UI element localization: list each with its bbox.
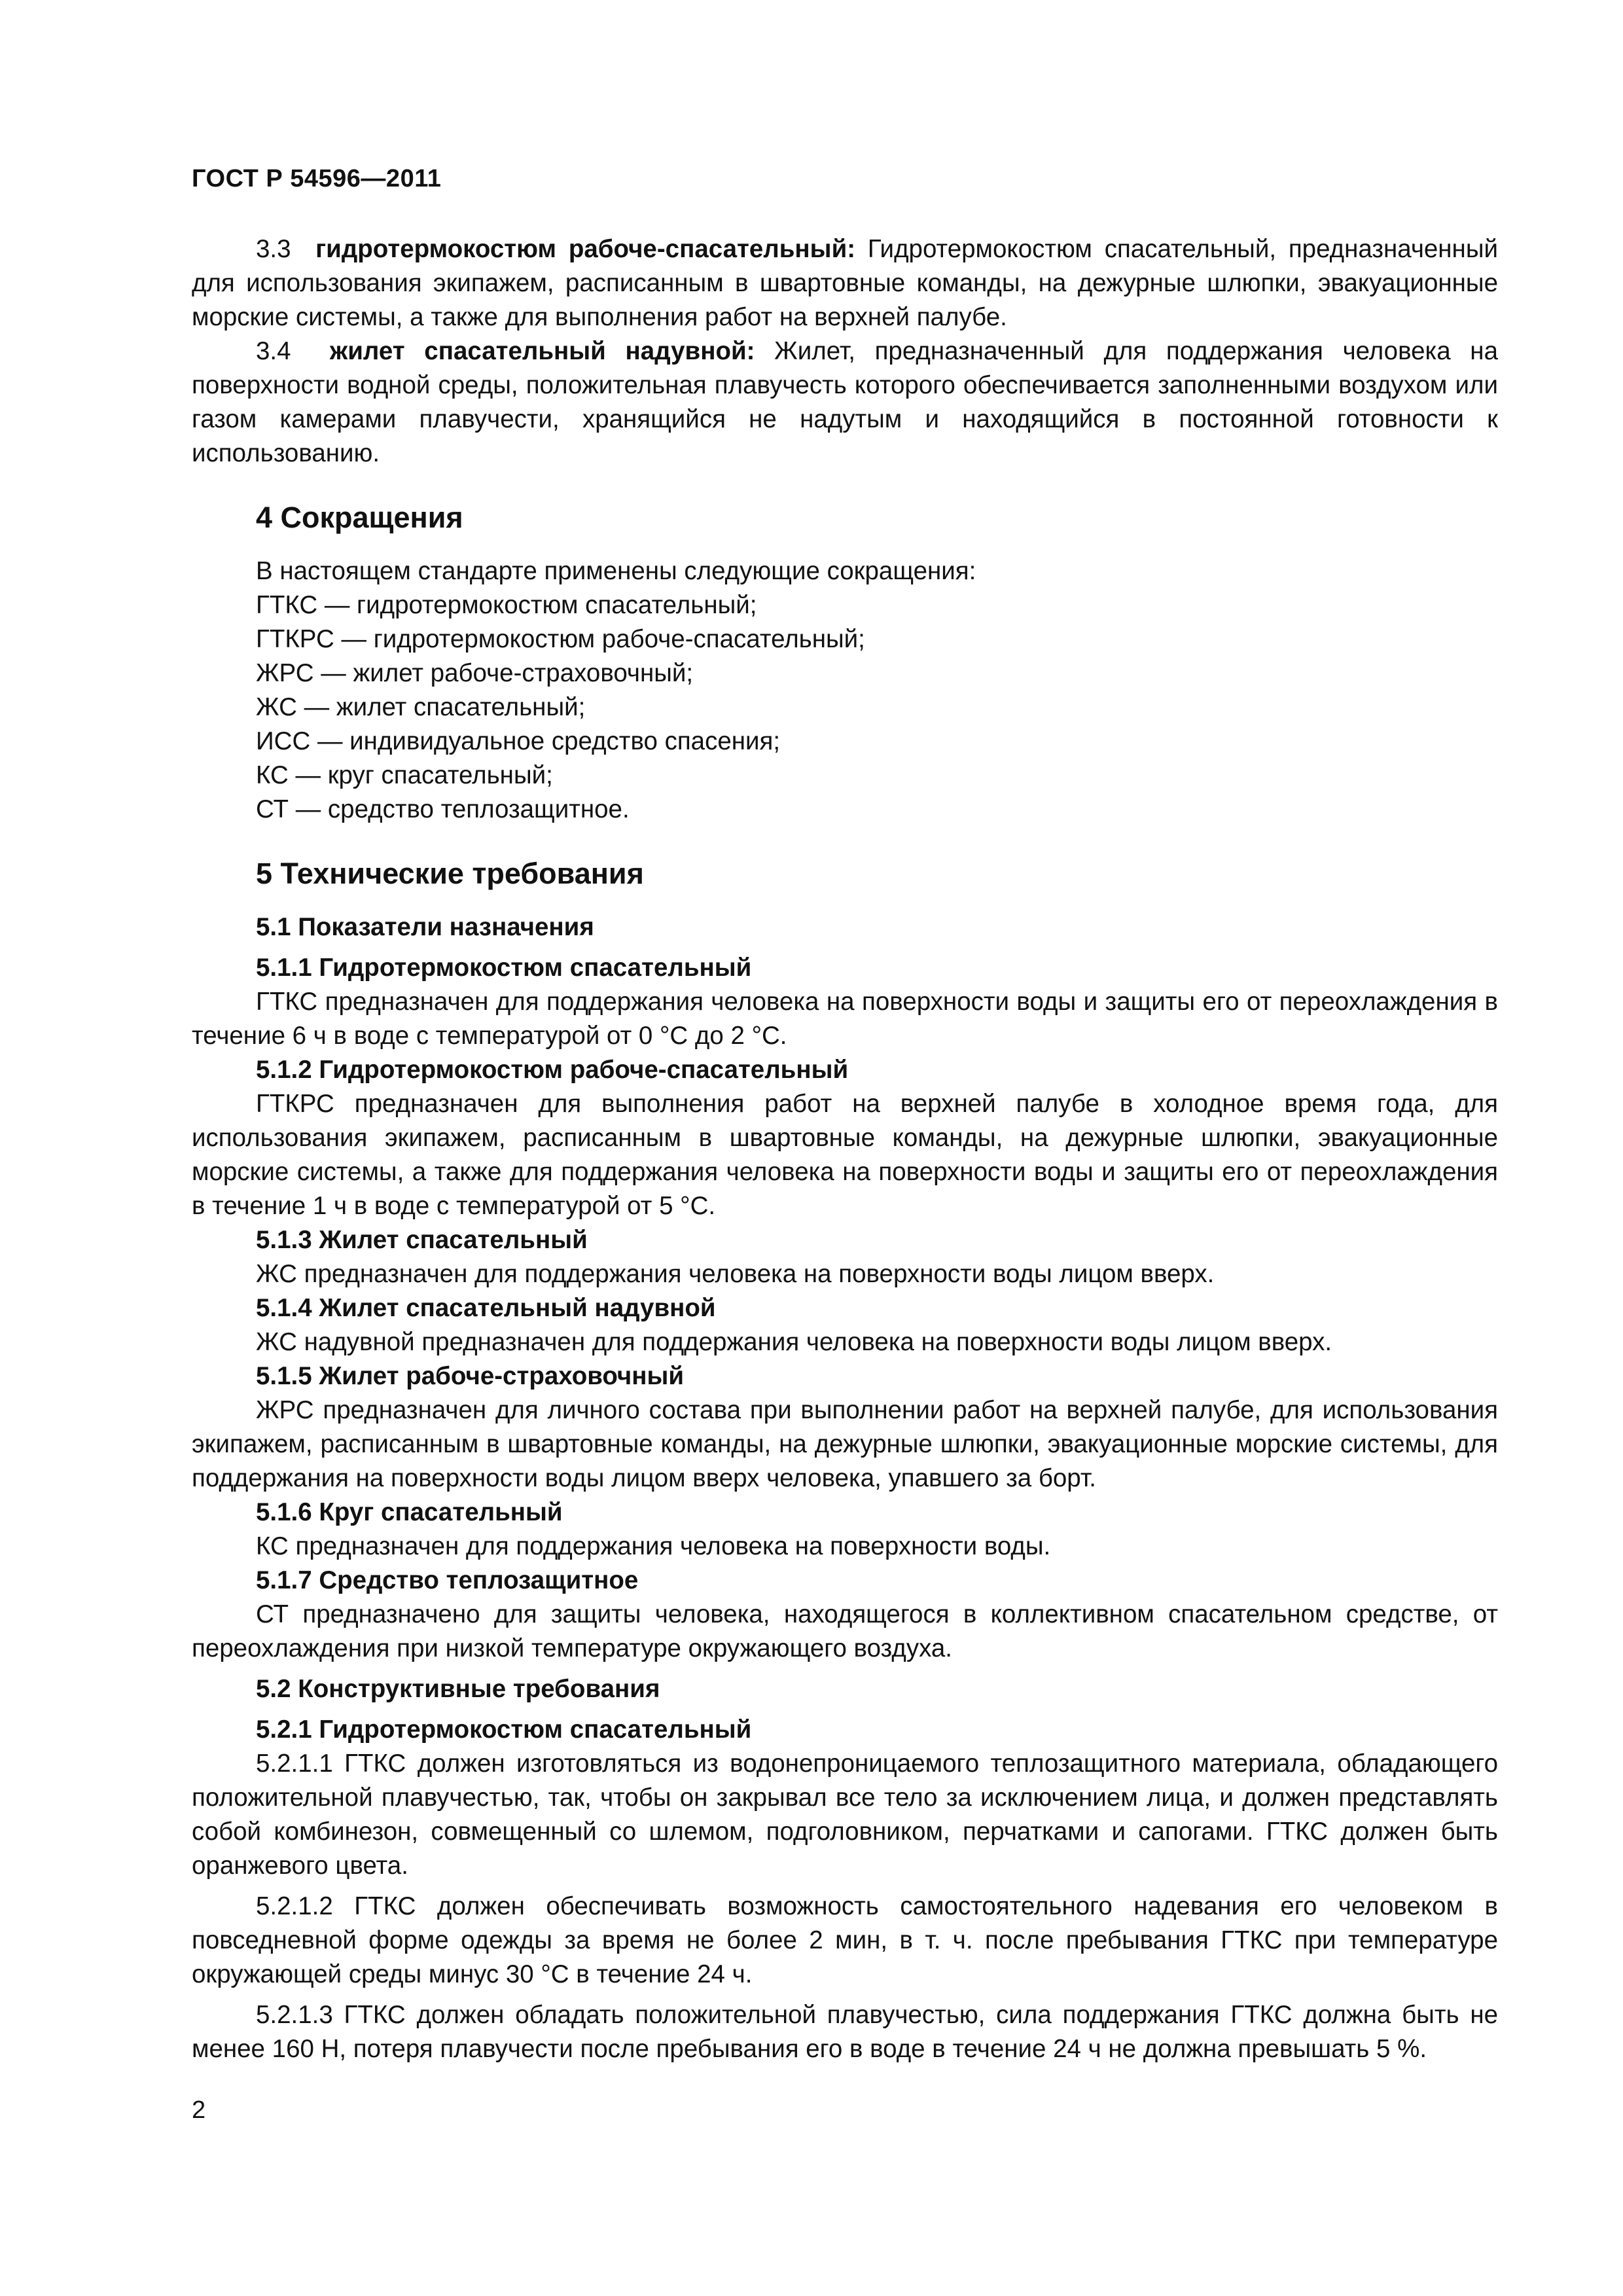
abbreviation-item: ЖРС — жилет рабоче-страховочный;: [256, 659, 694, 687]
abbreviation-item: ГТКРС — гидротермокостюм рабоче-спасательный;: [256, 625, 865, 653]
abbreviations-intro: В настоящем стандарте применены следующие сокращения:: [256, 557, 976, 585]
term-definition: Гидротермокостюм спасательный, предназначенный для использования экипажем, расписанным в швартовные команды, на дежурные шлюпки, эвакуационные морские системы, а также для выполнения работ на верхней палубе.: [192, 235, 1498, 331]
clause-5-1-5-text: ЖРС предназначен для личного состава при выполнении работ на верхней палубе, для использования экипажем, расписанным в швартовные команды, на дежурные шлюпки, эвакуационные морские системы, для поддержания на поверхности воды лицом вверх человека, упавшего за борт.: [192, 1396, 1498, 1492]
clause-5-1-7-text: СТ предназначено для защиты человека, находящегося в коллективном спасательном средстве, от переохлаждения при низкой температуре окружающего воздуха.: [192, 1600, 1498, 1662]
clause-5-1-3-heading: 5.1.3 Жилет спасательный: [256, 1226, 588, 1254]
document-body: [192, 232, 1498, 2066]
clause-5-2-1-3-text: 5.2.1.3 ГТКС должен обладать положительной плавучестью, сила поддержания ГТКС должна быть не менее 160 Н, потеря плавучести после пребывания его в воде в течение 24 ч не должна превышать 5 %.: [192, 2001, 1498, 2063]
clause-5-1-1-text: ГТКС предназначен для поддержания человека на поверхности воды и защиты его от переохлаждения в течение 6 ч в воде с температурой от 0 °С до 2 °С.: [192, 988, 1498, 1050]
page-number: 2: [192, 2096, 206, 2124]
clause-5-1-6-text: КС предназначен для поддержания человека на поверхности воды.: [256, 1532, 1051, 1560]
clause-5-2-1-heading: 5.2.1 Гидротермокостюм спасательный: [256, 1715, 752, 1744]
clause-5-1-2-heading: 5.1.2 Гидротермокостюм рабоче-спасательный: [256, 1056, 849, 1084]
abbreviation-item: ЖС — жилет спасательный;: [256, 693, 586, 721]
subsection-5-1-heading: 5.1 Показатели назначения: [256, 913, 594, 941]
term-3-3: [192, 232, 1498, 334]
clause-5-1-6-heading: 5.1.6 Круг спасательный: [256, 1498, 563, 1526]
clause-5-1-7-heading: 5.1.7 Средство теплозащитное: [256, 1566, 639, 1594]
subsection-5-2-heading: 5.2 Конструктивные требования: [256, 1675, 660, 1703]
term-number: 3.4: [256, 337, 291, 365]
term-3-4: [192, 334, 1498, 471]
clause-5-1-2-text: ГТКРС предназначен для выполнения работ на верхней палубе в холодное время года, для использования экипажем, расписанным в швартовные команды, на дежурные шлюпки, эвакуационные морские системы, а также для поддержания человека на поверхности воды и защиты его от переохлаждения в течение 1 ч в воде с температурой от 5 °С.: [192, 1090, 1498, 1220]
document-code-header: ГОСТ Р 54596—2011: [192, 165, 442, 192]
clause-5-1-5-heading: 5.1.5 Жилет рабоче-страховочный: [256, 1362, 685, 1390]
abbreviation-item: ГТКС — гидротермокостюм спасательный;: [256, 591, 757, 619]
section-4-heading: 4 Сокращения: [256, 501, 463, 534]
clause-5-2-1-2-text: 5.2.1.2 ГТКС должен обеспечивать возможность самостоятельного надевания его человеком в повседневной форме одежды за время не более 2 мин, в т. ч. после пребывания ГТКС при температуре окружающей среды минус 30 °С в течение 24 ч.: [192, 1892, 1498, 1988]
abbreviation-item: ИСС — индивидуальное средство спасения;: [256, 727, 781, 755]
clause-5-1-1-heading: 5.1.1 Гидротермокостюм спасательный: [256, 954, 752, 982]
term-number: 3.3: [256, 235, 291, 263]
term-name: гидротермокостюм рабоче-спасательный:: [315, 235, 856, 263]
term-definition: Жилет, предназначенный для поддержания человека на поверхности водной среды, положительная плавучесть которого обеспечивается заполненными воздухом или газом камерами плавучести, хранящийся не надутым и находящийся в постоянной готовности к использованию.: [192, 337, 1498, 467]
abbreviation-item: СТ — средство теплозащитное.: [256, 795, 630, 823]
abbreviation-item: КС — круг спасательный;: [256, 761, 553, 789]
section-5-heading: 5 Технические требования: [256, 857, 644, 890]
clause-5-1-4-heading: 5.1.4 Жилет спасательный надувной: [256, 1294, 716, 1322]
clause-5-2-1-1-text: 5.2.1.1 ГТКС должен изготовляться из водонепроницаемого теплозащитного материала, обладающего положительной плавучестью, так, чтобы он закрывал все тело за исключением лица, и должен представлять собой комбинезон, совмещенный со шлемом, подголовником, перчатками и сапогами. ГТКС должен быть оранжевого цвета.: [192, 1749, 1498, 1880]
clause-5-1-4-text: ЖС надувной предназначен для поддержания человека на поверхности воды лицом вверх.: [256, 1328, 1332, 1356]
clause-5-1-3-text: ЖС предназначен для поддержания человека на поверхности воды лицом вверх.: [256, 1260, 1215, 1288]
term-name: жилет спасательный надувной:: [329, 337, 755, 365]
